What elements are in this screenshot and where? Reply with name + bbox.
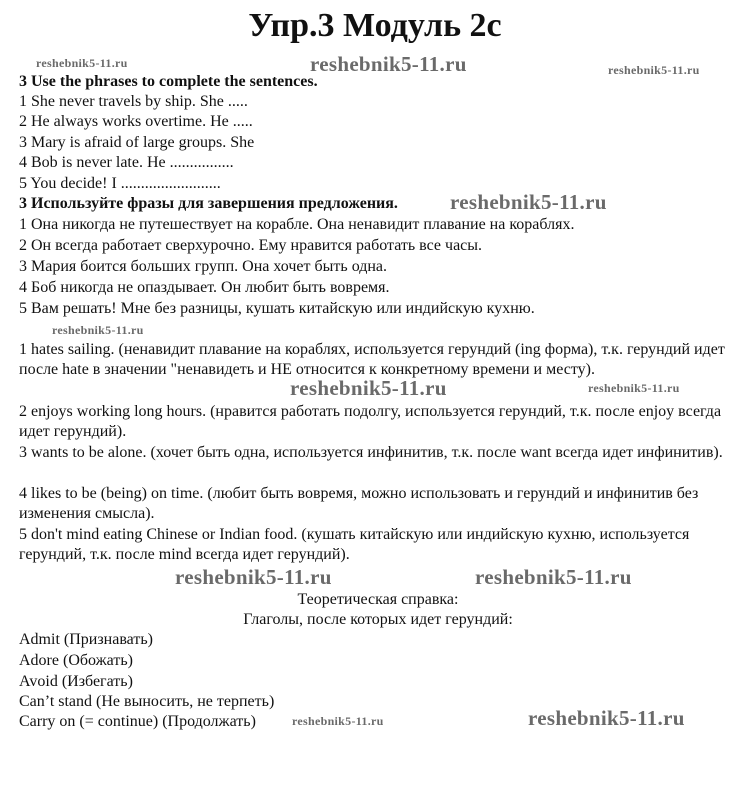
reference-verb: Avoid (Избегать) (19, 673, 133, 690)
task-en-item: 5 You decide! I ......................... (19, 175, 221, 192)
page-title: Упр.3 Модуль 2c (248, 7, 502, 44)
reference-subtitle: Глаголы, после которых идет герундий: (243, 611, 513, 628)
answer-item: 4 likes to be (being) on time. (любит быть вовремя, можно использовать и герундий и инфинитив без изменения смысла). (19, 485, 699, 522)
watermark: reshebnik5-11.ru (290, 376, 447, 400)
task-ru-item: 4 Боб никогда не опаздывает. Он любит быть вовремя. (19, 279, 390, 296)
task-en-item: 4 Bob is never late. He ................ (19, 154, 234, 171)
task-en-item: 1 She never travels by ship. She ..... (19, 93, 248, 110)
answer-item: 1 hates sailing. (ненавидит плавание на кораблях, используется герундий (ing форма), т.к. герундий идет после hate в значении "ненавидеть и НЕ относится к конкретному времени и месту). (19, 341, 725, 378)
task-en-item: 3 Mary is afraid of large groups. She (19, 134, 255, 151)
watermark: reshebnik5-11.ru (36, 56, 128, 70)
task-en-item: 2 He always works overtime. He ..... (19, 113, 253, 130)
watermark: reshebnik5-11.ru (52, 323, 144, 337)
answer-item: 2 enjoys working long hours. (нравится работать подолгу, используется герундий, т.к. после enjoy всегда идет герундий). (19, 403, 722, 440)
reference-verb: Carry on (= continue) (Продолжать) (19, 713, 256, 730)
answer-item: 5 don't mind eating Chinese or Indian food. (кушать китайскую или индийскую кухню, используется герундий, т.к. после mind всегда идет герундий). (19, 526, 690, 563)
task-en-heading: 3 Use the phrases to complete the sentences. (19, 73, 318, 90)
watermark: reshebnik5-11.ru (588, 381, 680, 395)
watermark: reshebnik5-11.ru (450, 190, 607, 214)
reference-verb: Adore (Обожать) (19, 652, 133, 669)
task-ru-heading: 3 Используйте фразы для завершения предложения. (19, 195, 398, 212)
watermark: reshebnik5-11.ru (175, 565, 332, 589)
task-ru-item: 1 Она никогда не путешествует на корабле. Она ненавидит плавание на кораблях. (19, 216, 575, 233)
reference-verb: Can’t stand (Не выносить, не терпеть) (19, 693, 275, 710)
task-ru-item: 2 Он всегда работает сверхурочно. Ему нравится работать все часы. (19, 237, 483, 254)
watermark: reshebnik5-11.ru (310, 52, 467, 76)
task-ru-item: 3 Мария боится больших групп. Она хочет быть одна. (19, 258, 388, 275)
watermark: reshebnik5-11.ru (475, 565, 632, 589)
watermark: reshebnik5-11.ru (608, 63, 700, 77)
reference-verb: Admit (Признавать) (19, 631, 153, 648)
answer-item: 3 wants to be alone. (хочет быть одна, используется инфинитив, т.к. после want всегда идет инфинитив). (19, 444, 723, 461)
task-ru-item: 5 Вам решать! Мне без разницы, кушать китайскую или индийскую кухню. (19, 300, 535, 317)
watermark: reshebnik5-11.ru (528, 706, 685, 730)
watermark: reshebnik5-11.ru (292, 714, 384, 728)
reference-title: Теоретическая справка: (297, 591, 459, 608)
